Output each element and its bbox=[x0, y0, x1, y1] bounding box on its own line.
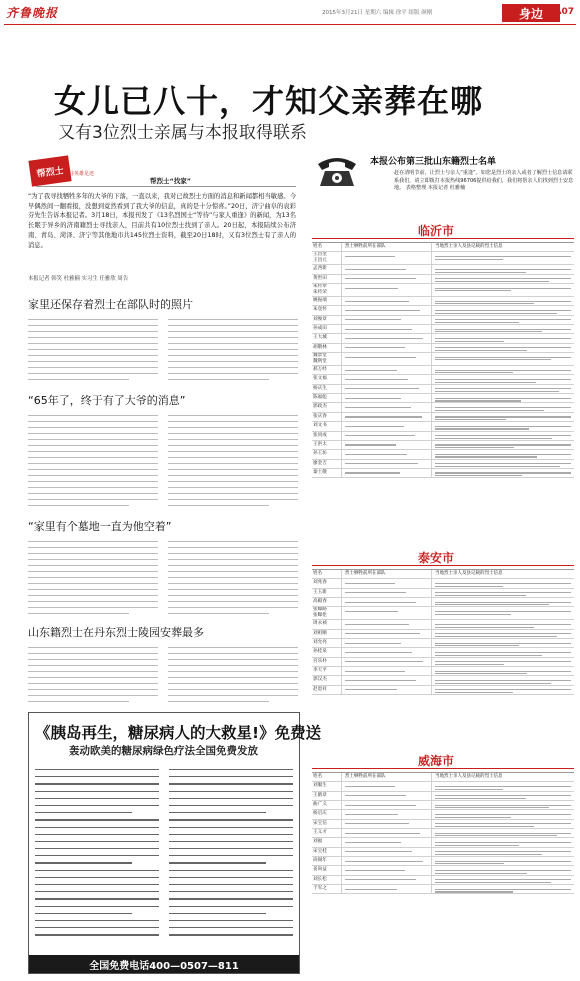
martyr-name: 杨庆生 bbox=[312, 385, 342, 393]
column-header: 当地烈士亲人及县记载的烈士信息 bbox=[435, 774, 503, 779]
column-header: 当地烈士亲人及县记载的烈士信息 bbox=[435, 244, 503, 249]
table-row bbox=[312, 866, 574, 875]
lead-paragraph: “为了我寻找牺牲多年的大爷的下落，一直以来，我对已故烈士方面的消息和新闻都相当敏感。今早偶然间一翻看报，没想到竟然看到了我大爷的信息，真的是十分惊喜。”20日，济宁曲阜的袁彩芬先生告诉本报记者。3月18日，本报刊发了《13名烈国士“等待”与家人重逢》的新闻，为13名长眠于异乡的济南籍烈士寻找亲人，目前共有10位烈士找到了亲人。20日起，本报陆续公布济南、青岛、菏泽、济宁等其他地市共145位烈士资料，截至20日18时，又有3位烈士有了亲人的消息。 bbox=[28, 193, 296, 249]
martyr-name: 王鹤章 bbox=[312, 792, 342, 800]
section-title: “家里有个墓地一直为他空着” bbox=[28, 520, 172, 533]
martyr-name: 孙王坊 bbox=[312, 450, 342, 458]
table-row bbox=[312, 375, 574, 384]
martyr-name: 李天平 bbox=[312, 667, 342, 675]
table-row bbox=[312, 413, 574, 422]
table-row bbox=[312, 639, 574, 648]
masthead bbox=[4, 4, 576, 22]
table-row bbox=[312, 441, 574, 450]
ad-phone-banner: 全国免费电话400—0507—811 bbox=[29, 955, 299, 973]
table-row bbox=[312, 334, 574, 343]
section-title: 山东籍烈士在丹东烈士陵园安葬最多 bbox=[28, 626, 204, 639]
martyr-name: 王义才 bbox=[312, 829, 342, 837]
page-number: A07 bbox=[554, 7, 574, 17]
martyr-name: 朱登怀 bbox=[312, 306, 342, 314]
table-row bbox=[312, 460, 574, 469]
ad-title: 《胰岛再生，糖尿病人的大救星!》免费送 bbox=[35, 724, 322, 742]
table-row bbox=[312, 801, 574, 810]
martyr-name: 周永祯 bbox=[312, 620, 342, 628]
table-row bbox=[312, 876, 574, 885]
table-header bbox=[312, 243, 574, 252]
table-row bbox=[312, 885, 574, 894]
table-row bbox=[312, 297, 574, 306]
martyr-name: 刘允亮 bbox=[312, 639, 342, 647]
column-header: 姓名 bbox=[312, 243, 342, 251]
table-row bbox=[312, 403, 574, 412]
column-header: 姓名 bbox=[312, 773, 342, 781]
martyr-name: 王大城 bbox=[312, 334, 342, 342]
martyr-name: 王洪太 bbox=[312, 441, 342, 449]
martyr-name: 胡敬林 bbox=[312, 344, 342, 352]
martyr-name: 王昌奎 王昌元 bbox=[312, 252, 342, 264]
byline: 本报记者 韩笑 杜雅楠 实习生 任雅欣 周告 bbox=[28, 276, 129, 282]
martyr-name: 姜尚益 bbox=[312, 866, 342, 874]
table-row bbox=[312, 782, 574, 791]
table-row bbox=[312, 306, 574, 315]
table-row bbox=[312, 857, 574, 866]
table-row bbox=[312, 829, 574, 838]
martyr-name: 黄世田 bbox=[312, 275, 342, 283]
table-row bbox=[312, 792, 574, 801]
table-row bbox=[312, 607, 574, 620]
martyr-name: 高殿春 bbox=[312, 598, 342, 606]
martyr-name: 宋宝信 bbox=[312, 820, 342, 828]
martyr-name: 刘兆春 bbox=[312, 579, 342, 587]
table-row bbox=[312, 630, 574, 639]
section-title: “65年了，终于有了大爷的消息” bbox=[28, 394, 186, 407]
table-row bbox=[312, 810, 574, 819]
body-text bbox=[28, 314, 298, 382]
body-text bbox=[28, 642, 298, 704]
subheadline: 又有3位烈士亲属与本报取得联系 bbox=[58, 123, 307, 143]
table-row bbox=[312, 344, 574, 353]
table-row bbox=[312, 820, 574, 829]
martyr-name: 姚振端 bbox=[312, 297, 342, 305]
table-row bbox=[312, 252, 574, 265]
martyr-name: 郭汉杰 bbox=[312, 676, 342, 684]
table-row bbox=[312, 284, 574, 297]
announcement-text: 赶在清明节前，让烈士与亲人“重逢”。如您是烈士的亲人或者了解烈士信息请联系我们，请立即拨打本报热线96706提供给我们，我们将帮亲人们找到烈士安息地。 表格整理 本报记者 杜雅楠 bbox=[394, 170, 574, 191]
martyr-name: 宫乐朴 bbox=[312, 658, 342, 666]
martyr-name: 陈福彪 bbox=[312, 394, 342, 402]
table-row bbox=[312, 366, 574, 375]
martyr-name: 刘祖顺 bbox=[312, 630, 342, 638]
martyr-table-linyi bbox=[312, 242, 574, 478]
city-title-linyi: 临沂市 bbox=[418, 224, 455, 238]
section-badge: 身边 bbox=[502, 4, 560, 22]
table-row bbox=[312, 353, 574, 366]
table-row bbox=[312, 589, 574, 598]
header-rule bbox=[4, 24, 576, 25]
announcement-title: 本报公布第三批山东籍烈士名单 bbox=[370, 157, 497, 167]
divider bbox=[36, 186, 296, 187]
martyr-name: 秦士敬 bbox=[312, 469, 342, 477]
table-row bbox=[312, 385, 574, 394]
martyr-name: 张曝路 张曝伦 bbox=[312, 607, 342, 619]
body-text bbox=[28, 536, 298, 616]
table-header bbox=[312, 773, 574, 782]
city-rule bbox=[312, 768, 574, 769]
table-row bbox=[312, 667, 574, 676]
column-badge: 帮烈士 bbox=[28, 155, 71, 186]
martyr-name: 郭政杰 bbox=[312, 403, 342, 411]
table-row bbox=[312, 265, 574, 274]
martyr-name: 孙成田 bbox=[312, 325, 342, 333]
martyr-name: 于军之 bbox=[312, 885, 342, 893]
table-row bbox=[312, 432, 574, 441]
martyr-name: 廖金吉 bbox=[312, 460, 342, 468]
martyr-name: 刘长松 bbox=[312, 876, 342, 884]
martyr-name: 赵恩祥 bbox=[312, 686, 342, 694]
table-row bbox=[312, 325, 574, 334]
table-row bbox=[312, 676, 574, 685]
section-label: 帮烈士“找家” bbox=[150, 177, 192, 185]
martyr-name: 魏景堂 魏荆堂 bbox=[312, 353, 342, 365]
newspaper-logo: 齐鲁晚报 bbox=[6, 6, 59, 20]
city-title-taian: 泰安市 bbox=[418, 551, 455, 565]
table-row bbox=[312, 450, 574, 459]
martyr-name: 宋宝桂 bbox=[312, 848, 342, 856]
ad-body-text bbox=[35, 763, 293, 947]
table-row bbox=[312, 275, 574, 284]
martyr-name: 杨启庆 bbox=[312, 810, 342, 818]
ad-subtitle: 轰动欧美的糖尿病绿色疗法全国免费发放 bbox=[69, 745, 258, 757]
city-rule bbox=[312, 238, 574, 239]
martyr-name: 刘服生 bbox=[312, 782, 342, 790]
column-header: 当地烈士亲人及县记载的烈士信息 bbox=[435, 571, 503, 576]
column-header: 烈士牺牲前所在部队 bbox=[342, 570, 432, 578]
city-title-weihai: 威海市 bbox=[418, 754, 455, 768]
table-row bbox=[312, 848, 574, 857]
column-header: 姓名 bbox=[312, 570, 342, 578]
martyr-name: 孙桂泉 bbox=[312, 648, 342, 656]
column-header: 烈士牺牲前所在部队 bbox=[342, 773, 432, 781]
martyr-name: 张庆春 bbox=[312, 413, 342, 421]
table-header bbox=[312, 570, 574, 579]
table-row bbox=[312, 686, 574, 695]
headline: 女儿已八十，才知父亲葬在哪 bbox=[54, 82, 484, 120]
martyr-table-weihai bbox=[312, 772, 574, 894]
martyr-name: 张文福 bbox=[312, 375, 342, 383]
telephone-icon bbox=[312, 150, 362, 190]
martyr-name: 曲广义 bbox=[312, 801, 342, 809]
martyr-name: 刘俊章 bbox=[312, 316, 342, 324]
table-row bbox=[312, 469, 574, 478]
column-badge-subtitle: 追寻英雄足迹 bbox=[64, 171, 95, 177]
martyr-name: 刘文书 bbox=[312, 422, 342, 430]
table-row bbox=[312, 620, 574, 629]
dateline: 2015年3月21日 星期六 编辑 徐平 组版 颜刚 bbox=[322, 10, 433, 16]
martyr-name: 刘福 bbox=[312, 838, 342, 846]
column-header: 烈士牺牲前所在部队 bbox=[342, 243, 432, 251]
section-title: 家里还保存着烈士在部队时的照片 bbox=[28, 298, 193, 311]
body-text bbox=[28, 410, 298, 508]
martyr-name: 朱传奉 朱传荣 bbox=[312, 284, 342, 296]
table-row bbox=[312, 422, 574, 431]
table-row bbox=[312, 316, 574, 325]
table-row bbox=[312, 598, 574, 607]
table-row bbox=[312, 838, 574, 847]
martyr-name: 张同成 bbox=[312, 432, 342, 440]
martyr-name: 孟西新 bbox=[312, 265, 342, 273]
city-rule bbox=[312, 565, 574, 566]
table-row bbox=[312, 648, 574, 657]
table-row bbox=[312, 579, 574, 588]
table-row bbox=[312, 658, 574, 667]
table-row bbox=[312, 394, 574, 403]
martyr-name: 尚锡年 bbox=[312, 857, 342, 865]
martyr-table-taian bbox=[312, 569, 574, 695]
martyr-name: 郝万经 bbox=[312, 366, 342, 374]
martyr-name: 王玉新 bbox=[312, 589, 342, 597]
